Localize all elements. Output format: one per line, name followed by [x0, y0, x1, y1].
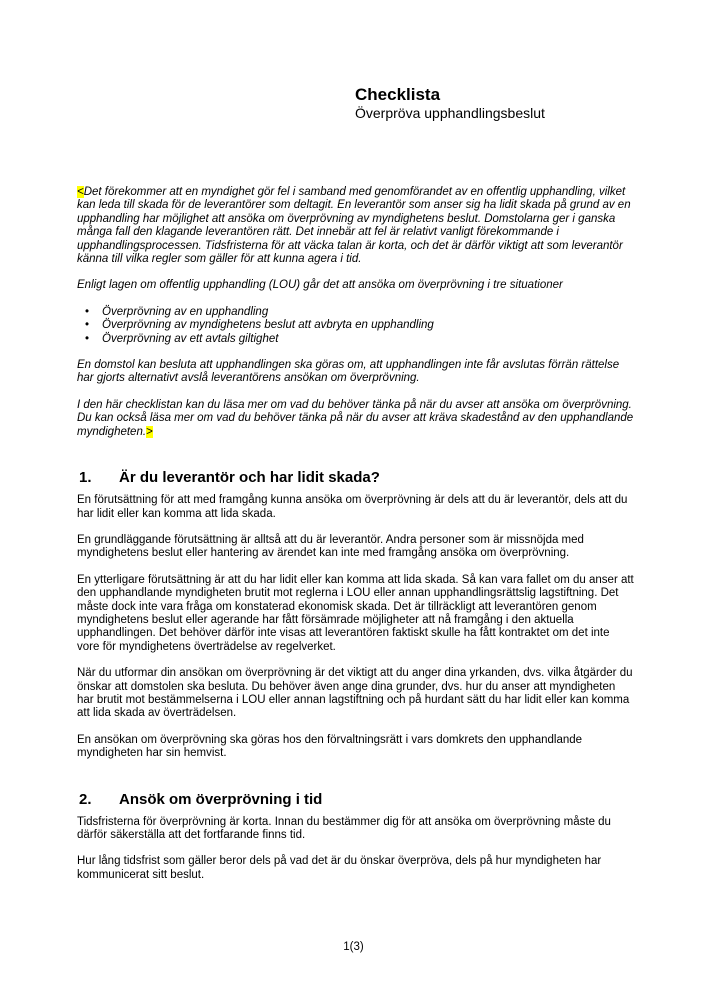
heading-text: Ansök om överprövning i tid: [119, 790, 323, 808]
body-paragraph: När du utformar din ansökan om överprövning är det viktigt att du anger dina yrkanden, dvs. vilka åtgärder du önskar att domstolen ska besluta. Du behöver även ange dina grunder, dvs. hur du anser att myndigheten har brutit mot bestämmelserna i LOU eller annan lagstiftning och på hurdant sätt du har lidit eller kan komma att lida skada av överträdelsen.: [77, 667, 633, 720]
doc-title: Checklista: [355, 85, 441, 104]
heading-number: 2.: [79, 790, 92, 808]
section-2-heading: [77, 791, 635, 809]
heading-text: Är du leverantör och har lidit skada?: [119, 469, 380, 487]
section-2: [77, 791, 635, 883]
bullet-item: [85, 306, 635, 319]
section-1: [77, 469, 635, 761]
doc-subtitle: Överpröva upphandlingsbeslut: [355, 105, 545, 121]
bullet-item: [85, 319, 635, 332]
highlight-open-mark: <: [77, 186, 84, 198]
intro-block: [77, 186, 635, 439]
bullet-icon: •: [85, 319, 90, 332]
section-1-heading: [77, 469, 635, 487]
highlight-close-mark: >: [146, 425, 153, 438]
page-number: 1(3): [343, 941, 364, 953]
intro-paragraph-2: Enligt lagen om offentlig upphandling (LOU) går det att ansöka om överprövning i tre situationer: [77, 279, 563, 292]
bullet-icon: •: [85, 305, 90, 318]
body-paragraph: En ansökan om överprövning ska göras hos den förvaltningsrätt i vars domkrets den upphandlande myndigheten har sin hemvist.: [77, 733, 583, 760]
bullet-list: [77, 306, 635, 346]
body-paragraph: En grundläggande förutsättning är alltså att du är leverantör. Andra personer som är missnöjda med myndighetens beslut eller hantering av ärendet kan inte med framgång ansöka om överprövning.: [77, 533, 584, 560]
intro-paragraph-1-text: Det förekommer att en myndighet gör fel i samband med genomförandet av en offentlig upphandling, vilket kan leda till skada för de leverantörer som deltagit. En leverantör som anser sig ha lidit skada på grund av en upphandling har möjlighet att ansöka om överprövning av myndighetens beslut. Domstolarna ger i ganska många fall den klagande leverantören rätt. Det innebär att fel är relativt vanligt förekommande i upphandlingsprocessen. Tidsfristerna för att väcka talan är korta, och det är därför viktigt att som leverantör känna till vilka regler som gäller för att kunna agera i tid.: [77, 186, 631, 266]
page-footer: [0, 941, 707, 953]
intro-paragraph-1: [77, 186, 635, 266]
heading-number: 1.: [79, 469, 92, 487]
bullet-item-text: Överprövning av myndighetens beslut att avbryta en upphandling: [102, 319, 434, 332]
bullet-item-text: Överprövning av en upphandling: [102, 305, 269, 318]
bullet-icon: •: [85, 332, 90, 345]
intro-paragraph-3: En domstol kan besluta att upphandlingen ska göras om, att upphandlingen inte får avslutas förrän rättelse har gjorts alternativt avslå leverantörens ansökan om överprövning.: [77, 359, 620, 385]
doc-body: [77, 186, 635, 895]
body-paragraph: En ytterligare förutsättning är att du har lidit eller kan komma att lida skada. Så kan vara fallet om du anser att den upphandlande myndigheten brutit mot reglerna i LOU eller annan upphandlingsrättslig lagstiftning. Det måste dock inte vara fråga om konstaterad ekonomisk skada. Det är tillräckligt att leverantören genom myndighetens beslut eller agerande har fått försämrade möjligheter att nå framgång i den aktuella upphandlingen. Det behöver därför inte visas att leverantören faktiskt skulle ha fått kontraktet om det inte vore för myndighetens överträdelse av regelverket.: [77, 573, 634, 653]
intro-paragraph-4-text: I den här checklistan kan du läsa mer om vad du behöver tänka på när du avser att ansöka om överprövning. Du kan också läsa mer om vad du behöver tänka på när du avser att kräva skadestånd av den upphandlande myndigheten.: [77, 398, 634, 438]
bullet-item: [85, 333, 635, 346]
doc-header: [355, 84, 545, 122]
bullet-item-text: Överprövning av ett avtals giltighet: [102, 332, 279, 345]
body-paragraph: En förutsättning för att med framgång kunna ansöka om överprövning är dels att du är leverantör, dels att du har lidit eller kan komma att lida skada.: [77, 494, 628, 520]
intro-paragraph-4: [77, 399, 635, 439]
body-paragraph: Hur lång tidsfrist som gäller beror dels på vad det är du önskar överpröva, dels på hur myndigheten har kommunicerat sitt beslut.: [77, 855, 602, 881]
body-paragraph: Tidsfristerna för överprövning är korta. Innan du bestämmer dig för att ansöka om överprövning måste du därför säkerställa att det fortfarande finns tid.: [77, 815, 611, 841]
